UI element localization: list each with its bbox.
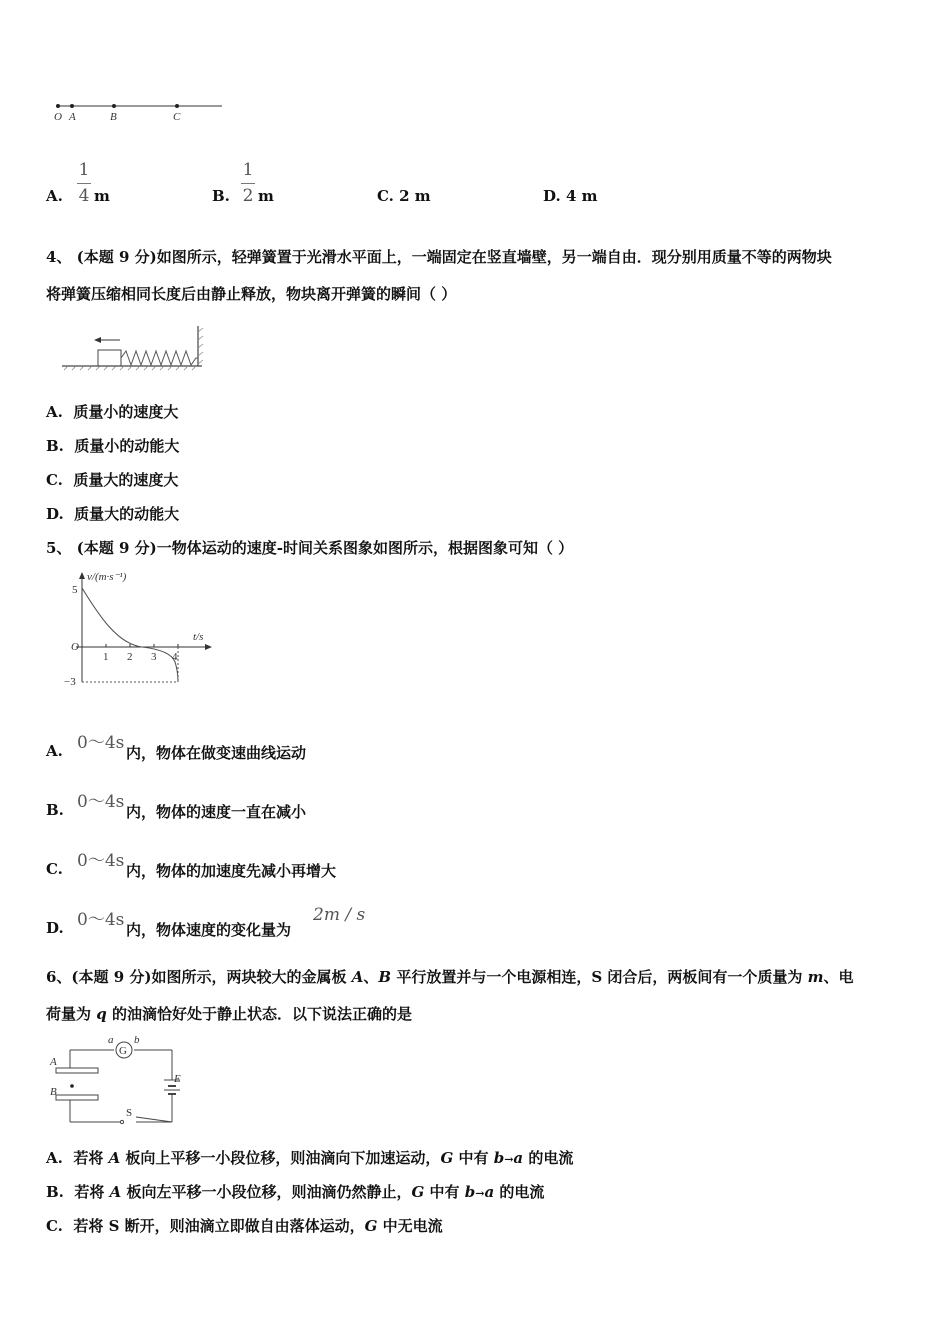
q6-opt-a-p3: 中有 <box>453 1149 494 1167</box>
velocity-time-graph <box>62 570 214 690</box>
q3-option-b-fraction-bar <box>241 183 255 184</box>
q6-stem-line2 <box>46 1003 412 1024</box>
q5-option-d-text: 内，物体速度的变化量为 <box>126 921 292 939</box>
q3-option-c-text: 2 m <box>399 187 431 205</box>
graph-xtick-2: 2 <box>127 651 133 663</box>
spring-block-figure <box>60 322 206 372</box>
q4-option-b-letter: B. <box>46 437 64 455</box>
q6-opt-a-p1: 若将 <box>73 1149 109 1167</box>
circuit-label-a-terminal: a <box>108 1034 114 1046</box>
q3-option-b-unit: m <box>258 187 274 205</box>
q6-opt-b-p4: 的电流 <box>494 1183 545 1201</box>
q6-opt-b-v3: b <box>464 1183 476 1201</box>
q6-opt-b-v2: G <box>411 1183 425 1201</box>
q3-option-c <box>377 187 431 205</box>
q6-option-a <box>46 1147 573 1168</box>
capacitor-circuit-figure <box>48 1034 188 1126</box>
graph-xtick-1: 1 <box>103 651 109 663</box>
q5-option-c-letter: C. <box>46 860 63 878</box>
q5-stem: 5、 (本题 9 分)一物体运动的速度-时间关系图象如图所示，根据图象可知（ ） <box>46 539 574 557</box>
q3-option-b-numerator: 1 <box>242 160 254 180</box>
q6-option-c-letter: C. <box>46 1217 63 1235</box>
q6-opt-b-v1: A <box>109 1183 122 1201</box>
q4-option-a-letter: A. <box>46 403 63 421</box>
q4-option-d <box>46 503 179 524</box>
circuit-label-plate-a: A <box>50 1056 57 1068</box>
q3-option-c-letter: C. <box>377 187 394 205</box>
q6-l2-charge: q <box>96 1005 107 1023</box>
q3-option-d <box>543 187 597 205</box>
q3-option-d-letter: D. <box>543 187 561 205</box>
point-label-o: O <box>54 111 62 123</box>
q6-stem-line1 <box>46 966 854 987</box>
q5-option-a-text: 内，物体在做变速曲线运动 <box>126 744 307 762</box>
q4-option-c-text: 质量大的速度大 <box>73 471 179 489</box>
point-label-a: A <box>69 111 76 123</box>
q6-opt-c-p1: 若将 S 断开，则油滴立即做自由落体运动， <box>73 1217 365 1235</box>
q3-option-d-text: 4 m <box>565 187 598 205</box>
graph-ylabel: v/(m·s⁻¹) <box>87 571 127 583</box>
q6-opt-b-v4: a <box>484 1183 495 1201</box>
q3-option-b-letter: B. <box>212 187 230 205</box>
q6-option-a-letter: A. <box>46 1149 63 1167</box>
q6-option-b <box>46 1181 544 1202</box>
graph-xtick-4: 4 <box>172 651 178 663</box>
q6-opt-a-p2: 板向上平移一小段位移，则油滴向下加速运动， <box>120 1149 441 1167</box>
graph-ytick-minus3: −3 <box>64 676 76 688</box>
q4-stem-line2: 将弹簧压缩相同长度后由静止释放，物块离开弹簧的瞬间（ ） <box>46 285 457 303</box>
q6-option-c <box>46 1215 443 1236</box>
q6-l1-plate-a: A <box>351 968 364 986</box>
circuit-label-s: S <box>126 1107 133 1119</box>
q6-opt-a-v4: a <box>513 1149 524 1167</box>
q3-option-b-denominator: 2 <box>242 186 254 206</box>
q5-option-a-interval: 0～4s <box>77 733 125 753</box>
q4-stem-line1: 4、 (本题 9 分)如图所示，轻弹簧置于光滑水平面上，一端固定在竖直墙壁，另一端自由．现分别用质量不等的两物块 <box>46 248 832 266</box>
q6-opt-a-p4: 的电流 <box>523 1149 574 1167</box>
q5-option-c-text: 内，物体的加速度先减小再增大 <box>126 862 337 880</box>
q6-opt-b-p1: 若将 <box>74 1183 110 1201</box>
q4-option-a-text: 质量小的速度大 <box>73 403 179 421</box>
point-label-c: C <box>173 111 181 123</box>
q6-opt-b-p3: 中有 <box>424 1183 465 1201</box>
q6-l1-mass: m <box>807 968 824 986</box>
q4-option-b-text: 质量小的动能大 <box>74 437 180 455</box>
q5-option-b-text: 内，物体的速度一直在减小 <box>126 803 307 821</box>
graph-xlabel: t/s <box>193 631 204 643</box>
graph-xtick-3: 3 <box>151 651 157 663</box>
q6-opt-a-arrow: → <box>504 1153 514 1166</box>
point-label-b: B <box>110 111 117 123</box>
q6-l1-plate-b: B <box>378 968 392 986</box>
q6-opt-c-p3: 中无电流 <box>377 1217 443 1235</box>
q4-option-c-letter: C. <box>46 471 63 489</box>
q6-opt-a-v1: A <box>108 1149 121 1167</box>
q5-option-b-letter: B. <box>46 801 64 819</box>
q4-option-a <box>46 401 178 422</box>
q4-option-d-text: 质量大的动能大 <box>74 505 180 523</box>
q6-l1-c: 平行放置并与一个电源相连，S 闭合后，两板间有一个质量为 <box>391 968 808 986</box>
q5-option-c-interval: 0～4s <box>77 851 125 871</box>
q3-option-a-numerator: 1 <box>78 160 90 180</box>
q4-option-b <box>46 435 179 456</box>
q6-l1-b: 、 <box>363 968 379 986</box>
q5-option-d-value: 2m / s <box>313 905 366 925</box>
q5-option-b-interval: 0～4s <box>77 792 125 812</box>
q6-opt-a-v2: G <box>440 1149 454 1167</box>
q6-opt-a-v3: b <box>493 1149 505 1167</box>
q5-option-d-interval: 0～4s <box>77 910 125 930</box>
q6-l2-b: 的油滴恰好处于静止状态．以下说法正确的是 <box>106 1005 412 1023</box>
circuit-label-b-terminal: b <box>134 1034 140 1046</box>
q3-option-a-denominator: 4 <box>78 186 90 206</box>
q3-option-a-fraction-bar <box>77 183 91 184</box>
q6-l2-a: 荷量为 <box>46 1005 97 1023</box>
q6-l1-a: 6、(本题 9 分)如图所示，两块较大的金属板 <box>46 968 352 986</box>
q5-option-d-letter: D. <box>46 919 64 937</box>
q6-option-b-letter: B. <box>46 1183 64 1201</box>
q3-option-a-unit: m <box>94 187 110 205</box>
circuit-label-g: G <box>119 1045 127 1057</box>
q3-option-a-letter: A. <box>46 187 63 205</box>
circuit-label-plate-b: B <box>50 1086 57 1098</box>
q6-opt-c-v2: G <box>364 1217 378 1235</box>
points-line-figure <box>50 98 225 124</box>
graph-ytick-5: 5 <box>72 584 78 596</box>
q6-l1-d: 、电 <box>823 968 854 986</box>
q6-opt-b-p2: 板向左平移一小段位移，则油滴仍然静止， <box>121 1183 412 1201</box>
q5-option-a-letter: A. <box>46 742 63 760</box>
circuit-label-e: E <box>174 1073 181 1085</box>
q6-opt-b-arrow: → <box>475 1187 485 1200</box>
q4-option-d-letter: D. <box>46 505 64 523</box>
graph-origin: O <box>71 641 79 653</box>
q4-option-c <box>46 469 178 490</box>
